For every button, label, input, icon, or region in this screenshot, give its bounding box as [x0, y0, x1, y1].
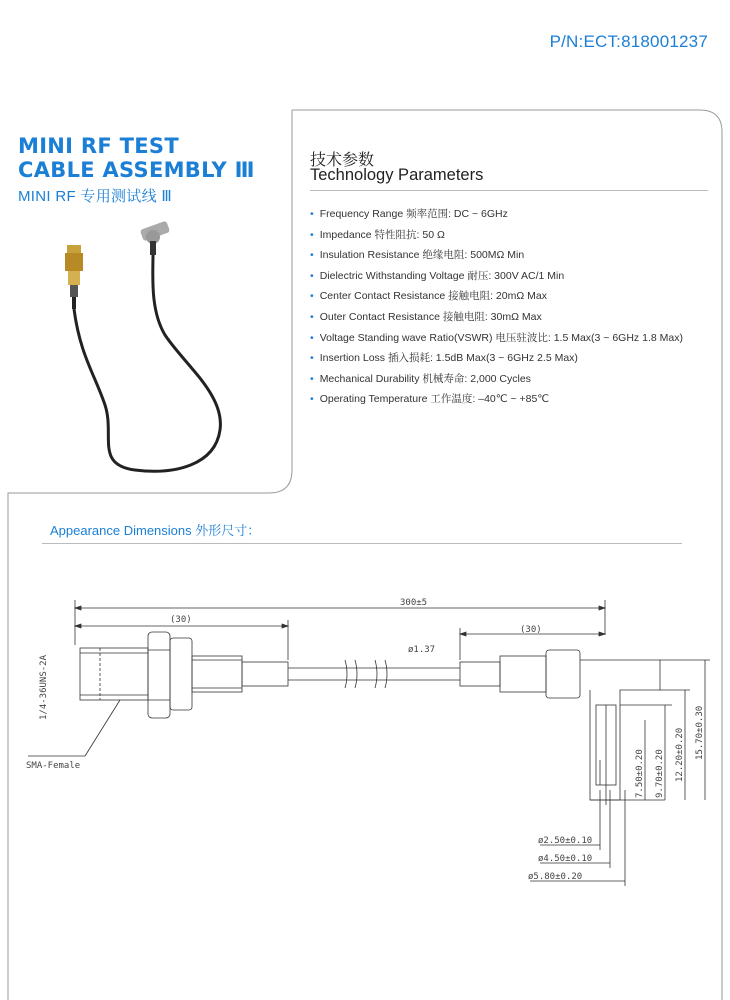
spec-item: • Center Contact Resistance 接触电阻: 20mΩ Max	[310, 290, 547, 303]
spec-item: • Insulation Resistance 绝缘电阻: 500MΩ Min	[310, 249, 525, 262]
bullet-icon: •	[310, 228, 314, 241]
dim-height-3: 12.20±0.20	[675, 727, 685, 782]
cable-photo	[55, 215, 255, 485]
dim-height-4: 15.70±0.30	[695, 705, 705, 760]
dim-total: 300±5	[400, 598, 428, 608]
bullet-icon: •	[310, 249, 314, 262]
product-title-line2: CABLE ASSEMBLY Ⅲ	[18, 158, 255, 182]
dim-diameter-3: ø5.80±0.20	[528, 872, 583, 882]
dimension-drawing	[0, 560, 730, 900]
spec-item: • Operating Temperature 工作温度: –40℃ ~ +85℃	[310, 393, 550, 406]
bullet-icon: •	[310, 310, 314, 323]
right-angle-plug-image	[140, 221, 170, 255]
bullet-icon: •	[310, 208, 314, 220]
appearance-divider	[42, 543, 682, 544]
product-title-line1: MINI RF TEST	[18, 134, 179, 158]
sma-connector-image	[65, 245, 83, 309]
bullet-icon: •	[310, 331, 314, 344]
spec-item: • Voltage Standing wave Ratio(VSWR) 电压驻波比: 1.5 Max(3 ~ 6GHz 1.8 Max)	[310, 331, 683, 344]
dim-diameter-1: ø2.50±0.10	[538, 836, 593, 846]
spec-item: • Impedance 特性阻抗: 50 Ω	[310, 228, 445, 241]
spec-item: • Frequency Range 频率范围: DC ~ 6GHz	[310, 208, 508, 220]
dim-cable-diameter: ø1.37	[408, 645, 436, 655]
product-title	[18, 134, 255, 182]
connector-label: SMA-Female	[26, 761, 81, 771]
tech-divider	[310, 190, 708, 191]
cable-image	[74, 255, 220, 471]
dim-thread: 1/4-36UNS-2A	[39, 654, 49, 720]
bullet-icon: •	[310, 290, 314, 303]
dim-diameter-2: ø4.50±0.10	[538, 854, 593, 864]
spec-item: • Insertion Loss 插入损耗: 1.5dB Max(3 ~ 6GHz 2.5 Max)	[310, 352, 578, 365]
appearance-title: Appearance Dimensions 外形尺寸：	[50, 523, 261, 538]
bullet-icon: •	[310, 372, 314, 385]
dim-height-2: 9.70±0.20	[655, 749, 665, 798]
dim-left-length: (30)	[170, 615, 192, 625]
spec-item: • Outer Contact Resistance 接触电阻: 30mΩ Max	[310, 310, 542, 323]
dim-height-1: 7.50±0.20	[635, 749, 645, 798]
spec-list	[310, 204, 683, 410]
tech-title-cn: 技术参数	[310, 152, 375, 169]
spec-item: • Dielectric Withstanding Voltage 耐压: 300V AC/1 Min	[310, 269, 565, 282]
tech-title-en: Technology Parameters	[310, 166, 484, 184]
bullet-icon: •	[310, 352, 314, 365]
part-number: P/N:ECT:818001237	[549, 32, 708, 51]
dim-right-length: (30)	[520, 625, 542, 635]
product-subtitle: MINI RF 专用测试线 Ⅲ	[18, 188, 173, 205]
bullet-icon: •	[310, 269, 314, 282]
spec-item: • Mechanical Durability 机械寿命: 2,000 Cycles	[310, 372, 531, 385]
bullet-icon: •	[310, 393, 314, 406]
